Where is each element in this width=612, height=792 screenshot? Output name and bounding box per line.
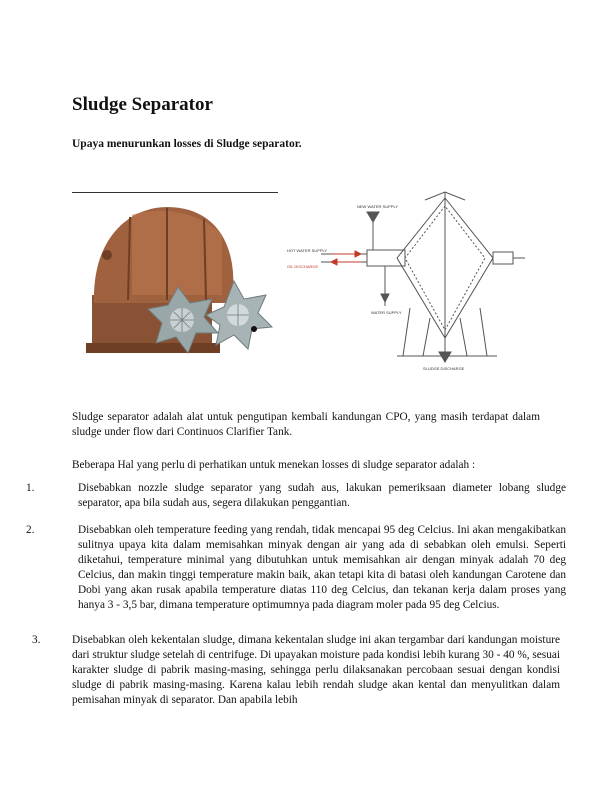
page-subtitle: Upaya menurunkan losses di Sludge separator. <box>72 138 302 150</box>
list-item-text: Disebabkan oleh temperature feeding yang rendah, tidak mencapai 95 deg Celcius. Ini akan mengakibatkan sulitnya upaya kita dalam memisahkan minyak dengan air yang ada di sebabkan oleh emulsi. Seperti diketahui, temperature minimal yang dibutuhkan untuk memisahkan air dengan minyak adalah 70 deg Celcius, dan makin tinggi temperature makin baik, akan tetapi kita di batasi oleh kandungan Carotene dan Dobi yang akan rusak apabila temperature diatas 110 deg Celcius, dan tekanan kerja dalam proses yang hanya 3 - 3,5 bar, dimana temperature optimumnya pada diagram moler pada 95 deg Celcius. <box>78 524 566 611</box>
list-item-text: Disebabkan oleh kekentalan sludge, dimana kekentalan sludge ini akan tergambar dari kandungan moisture dari struktur sludge setelah di centrifuge. Di upayakan moisture pada kondisi lebih kurang 30 - 40 %, sesuai karakter sludge di pabrik masing-masing, sehingga perlu dilaksanakan percobaan sesuai dengan kondisi sludge di pabrik masing-masing. Karena kalau lebih rendah sludge akan kental dan menyulitkan dalam pemisahan minyak di separator. Dan apabila lebih <box>72 634 560 706</box>
label-water-supply: WATER SUPPLY <box>371 310 402 315</box>
intro-paragraph: Sludge separator adalah alat untuk pengutipan kembali kandungan CPO, yang masih terdapat dalam sludge under flow dari Continuos Clarifier Tank. <box>72 411 540 438</box>
label-oil-discharge: OIL DISCHARGE <box>287 264 319 269</box>
separator-diagram <box>285 188 530 373</box>
list-item <box>32 633 560 708</box>
separator-photo <box>72 195 280 365</box>
lead-paragraph: Beberapa Hal yang perlu di perhatikan untuk menekan losses di sludge separator adalah : <box>72 459 476 471</box>
label-new-water-supply: NEW WATER SUPPLY <box>357 204 399 209</box>
label-sludge-discharge: SLUDGE DISCHARGE <box>423 366 465 371</box>
list-item-number: 2. <box>26 524 35 536</box>
list-item-number: 3. <box>32 634 41 646</box>
label-hot-water-supply: HOT WATER SUPPLY <box>287 248 328 253</box>
list-item-number: 1. <box>26 482 35 494</box>
list-item-text: Disebabkan nozzle sludge separator yang sudah aus, lakukan pemeriksaan diameter lobang sludge separator, apa bila sudah aus, segera dilakukan penggantian. <box>78 482 566 509</box>
list-item <box>26 523 566 613</box>
page-title: Sludge Separator <box>72 94 213 115</box>
image-top-rule <box>72 192 278 193</box>
list-item <box>26 481 566 511</box>
